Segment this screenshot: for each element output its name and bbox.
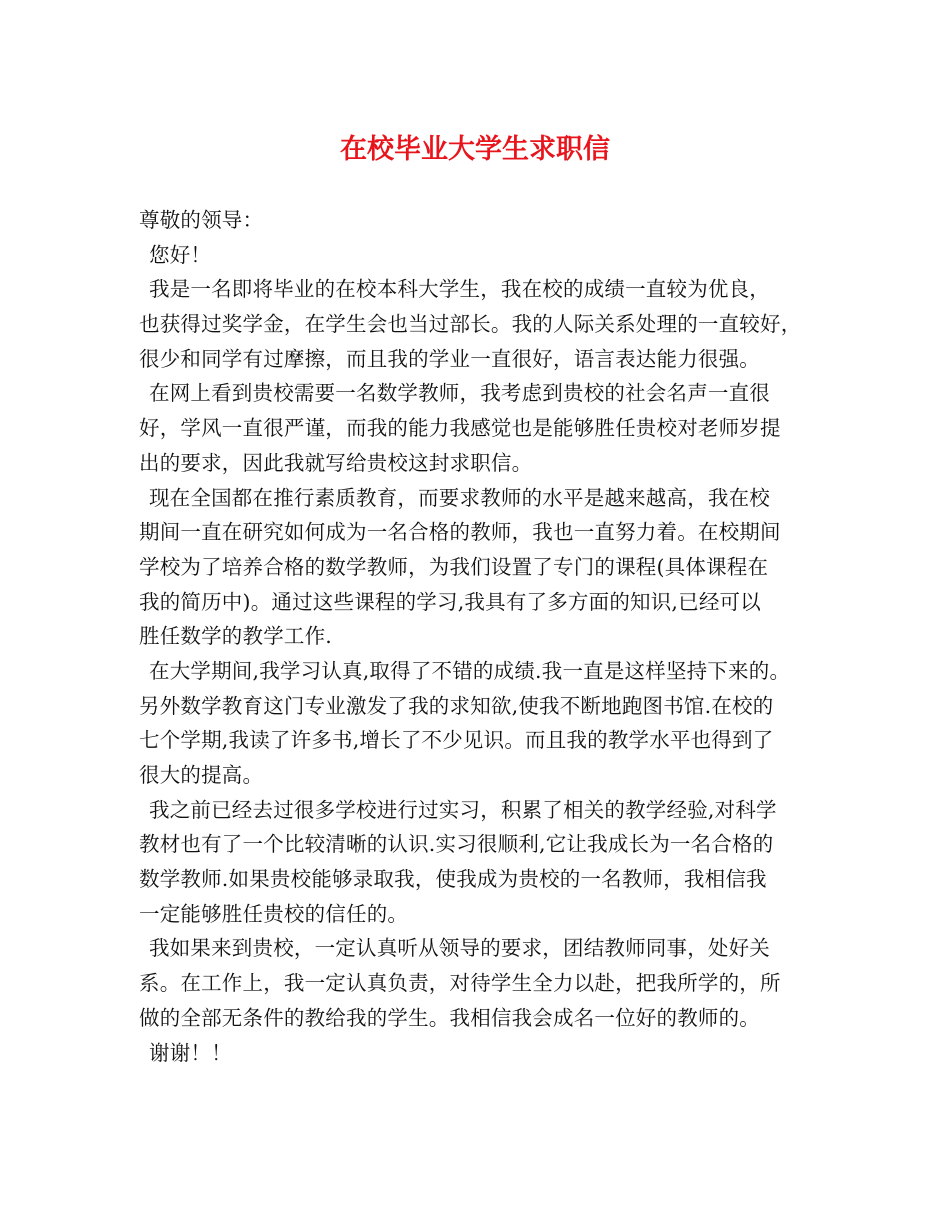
paragraph-2 [139,376,839,480]
paragraph-line: 七个学期,我读了许多书,增长了不少见识。而且我的教学水平也得到了 [139,728,774,753]
paragraph-line: 我的简历中)。通过这些课程的学习,我具有了多方面的知识,已经可以 [139,589,761,614]
paragraph-line: 教材也有了一个比较清晰的认识.实习很顺利,它让我成长为一名合格的 [139,832,774,857]
paragraph-line: 一定能够胜任贵校的信任的。 [139,901,409,926]
paragraph-line: 很大的提高。 [139,763,264,787]
paragraph-3 [139,481,839,654]
paragraph-line: 做的全部无条件的教给我的学生。我相信我会成名一位好的教师的。 [139,1005,760,1030]
closing: 谢谢！！ [149,1040,232,1065]
paragraph-line: 另外数学教育这门专业激发了我的求知欲,使我不断地跑图书馆.在校的 [139,693,774,718]
paragraph-line: 也获得过奖学金，在学生会也当过部长。我的人际关系处理的一直较好， [139,312,802,337]
letter-body [139,203,839,1070]
paragraph-line: 胜任数学的教学工作. [139,624,333,649]
paragraph-line: 很少和同学有过摩擦，而且我的学业一直很好，语言表达能力很强。 [139,346,760,371]
paragraph-line: 在大学期间,我学习认真,取得了不错的成绩.我一直是这样坚持下来的。 [149,658,791,683]
paragraph-line: 我之前已经去过很多学校进行过实习，积累了相关的教学经验,对科学 [149,797,777,822]
paragraph-line: 我如果来到贵校，一定认真听从领导的要求，团结教师同事，处好关 [149,936,770,961]
paragraph-line: 现在全国都在推行素质教育，而要求教师的水平是越来越高，我在校 [149,485,770,510]
paragraph-line: 好，学风一直很严谨，而我的能力我感觉也是能够胜任贵校对老师岁提 [139,416,781,441]
paragraph-line: 数学教师.如果贵校能够录取我，使我成为贵校的一名教师，我相信我 [139,867,767,892]
paragraph-4 [139,654,839,793]
paragraph-line: 学校为了培养合格的数学教师，为我们设置了专门的课程(具体课程在 [139,554,769,579]
salutation: 尊敬的领导： [139,208,264,232]
paragraph-1 [139,272,839,376]
paragraph-line: 在网上看到贵校需要一名数学教师，我考虑到贵校的社会名声一直很 [149,381,770,406]
paragraph-6 [139,931,839,1035]
paragraph-5 [139,793,839,932]
paragraph-line: 我是一名即将毕业的在校本科大学生，我在校的成绩一直较为优良， [149,277,770,302]
greeting: 您好！ [149,242,212,267]
paragraph-line: 出的要求，因此我就写给贵校这封求职信。 [139,450,533,475]
paragraph-line: 期间一直在研究如何成为一名合格的教师，我也一直努力着。在校期间 [139,520,781,545]
paragraph-line: 系。在工作上，我一定认真负责，对待学生全力以赴，把我所学的，所 [139,971,781,996]
document-title: 在校毕业大学生求职信 [340,134,610,165]
